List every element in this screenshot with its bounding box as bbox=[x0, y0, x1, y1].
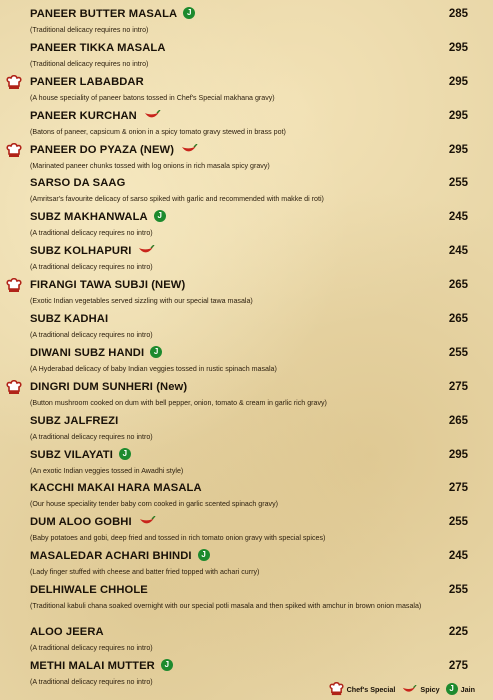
item-description: (A traditional delicacy requires no intro) bbox=[30, 644, 153, 653]
chef-hat-icon bbox=[6, 380, 22, 395]
chili-icon bbox=[138, 516, 156, 526]
item-name: SUBZ MAKHANWALA bbox=[30, 211, 148, 224]
menu-item bbox=[0, 449, 493, 483]
item-name: ALOO JEERA bbox=[30, 626, 104, 639]
item-price: 245 bbox=[448, 211, 468, 224]
jain-icon: J bbox=[154, 210, 166, 222]
menu-item bbox=[0, 381, 493, 415]
chili-icon bbox=[137, 245, 155, 255]
item-name: FIRANGI TAWA SUBJI (NEW) bbox=[30, 279, 186, 292]
jain-icon: J bbox=[161, 659, 173, 671]
item-price: 245 bbox=[448, 550, 468, 563]
item-description: (Button mushroom cooked on dum with bell pepper, onion, tomato & cream in garlic rich gravy) bbox=[30, 398, 327, 407]
menu-item bbox=[0, 550, 493, 584]
menu-item bbox=[0, 8, 493, 42]
chili-icon bbox=[401, 685, 417, 694]
chili-icon bbox=[180, 144, 198, 154]
chef-hat-icon bbox=[329, 682, 344, 696]
menu-item bbox=[0, 516, 493, 550]
menu-item bbox=[0, 110, 493, 144]
chili-icon bbox=[143, 110, 161, 120]
item-price: 225 bbox=[448, 626, 468, 639]
item-description: (Our house speciality tender baby corn cooked in garlic scented spinach gravy) bbox=[30, 500, 279, 509]
legend-chef-label: Chef's Special bbox=[346, 684, 396, 694]
item-price: 295 bbox=[448, 448, 468, 461]
item-price: 255 bbox=[448, 584, 468, 597]
item-description: (A traditional delicacy requires no intro) bbox=[30, 432, 153, 441]
item-name: SUBZ KADHAI bbox=[30, 313, 109, 326]
item-description: (Baby potatoes and gobi, deep fried and tossed in rich tomato onion gravy with special spices) bbox=[30, 534, 326, 543]
item-name: SUBZ VILAYATI bbox=[30, 448, 113, 461]
item-description: (A traditional delicacy requires no intro) bbox=[30, 678, 153, 687]
item-name: DELHIWALE CHHOLE bbox=[30, 584, 148, 597]
legend bbox=[329, 682, 481, 696]
item-description: (A house speciality of paneer batons tossed in Chef's Special makhana gravy) bbox=[30, 93, 275, 102]
menu-item bbox=[0, 313, 493, 347]
item-name: PANEER BUTTER MASALA bbox=[30, 8, 178, 20]
menu-item bbox=[0, 415, 493, 449]
item-price: 255 bbox=[448, 177, 468, 190]
item-price: 265 bbox=[448, 313, 468, 326]
item-description: (Lady finger stuffed with cheese and batter fried topped with achari curry) bbox=[30, 568, 260, 577]
item-name: DIWANI SUBZ HANDI bbox=[30, 346, 145, 359]
item-description: (An exotic Indian veggies tossed in Awadhi style) bbox=[30, 466, 184, 475]
item-name: SUBZ KOLHAPURI bbox=[30, 245, 132, 258]
item-price: 275 bbox=[448, 482, 468, 495]
item-description: (A traditional delicacy requires no intro) bbox=[30, 229, 153, 238]
item-price: 265 bbox=[448, 414, 468, 427]
legend-spicy-label: Spicy bbox=[420, 684, 440, 694]
chef-hat-icon bbox=[6, 278, 22, 293]
item-description: (Traditional delicacy requires no intro) bbox=[30, 26, 149, 34]
jain-icon: J bbox=[446, 683, 458, 695]
item-price: 255 bbox=[448, 346, 468, 359]
item-description: (Batons of paneer, capsicum & onion in a spicy tomato gravy stewed in brass pot) bbox=[30, 127, 286, 136]
item-description: (Amritsar's favourite delicacy of sarso spiked with garlic and recommended with makke di roti) bbox=[30, 195, 324, 204]
item-description: (Traditional delicacy requires no intro) bbox=[30, 59, 149, 68]
item-price: 285 bbox=[448, 8, 468, 20]
menu-item bbox=[0, 279, 493, 313]
item-description: (A traditional delicacy requires no intro) bbox=[30, 263, 153, 272]
item-price: 295 bbox=[448, 109, 468, 122]
item-price: 295 bbox=[448, 143, 468, 156]
item-price: 265 bbox=[448, 279, 468, 292]
menu-item bbox=[0, 144, 493, 178]
item-name: METHI MALAI MUTTER bbox=[30, 660, 155, 673]
item-name: PANEER KURCHAN bbox=[30, 109, 137, 122]
item-price: 295 bbox=[448, 41, 468, 54]
legend-jain-label: Jain bbox=[460, 684, 475, 694]
item-name: SARSO DA SAAG bbox=[30, 177, 126, 190]
menu-item bbox=[0, 482, 493, 516]
menu-item bbox=[0, 42, 493, 76]
jain-icon: J bbox=[150, 346, 162, 358]
item-price: 275 bbox=[448, 660, 468, 673]
menu-list bbox=[0, 8, 493, 694]
item-name: MASALEDAR ACHARI BHINDI bbox=[30, 550, 192, 563]
item-name: DUM ALOO GOBHI bbox=[30, 516, 132, 529]
item-description: (A Hyderabad delicacy of baby Indian veggies tossed in rustic spinach masala) bbox=[30, 364, 277, 373]
item-price: 295 bbox=[448, 75, 468, 88]
jain-icon: J bbox=[183, 7, 195, 19]
item-description: (Traditional kabuli chana soaked overnight with our special potli masala and then spiked with amchur in brown onion masala) bbox=[30, 602, 422, 611]
menu-item bbox=[0, 76, 493, 110]
menu-item bbox=[0, 245, 493, 279]
item-name: SUBZ JALFREZI bbox=[30, 414, 119, 427]
menu-item bbox=[0, 177, 493, 211]
item-description: (A traditional delicacy requires no intro) bbox=[30, 331, 153, 340]
menu-item bbox=[0, 626, 493, 660]
chef-hat-icon bbox=[6, 143, 22, 158]
item-price: 255 bbox=[448, 516, 468, 529]
item-name: PANEER TIKKA MASALA bbox=[30, 41, 166, 54]
jain-icon: J bbox=[198, 549, 210, 561]
item-name: KACCHI MAKAI HARA MASALA bbox=[30, 482, 202, 495]
jain-icon: J bbox=[119, 448, 131, 460]
item-name: DINGRI DUM SUNHERI (New) bbox=[30, 380, 188, 393]
item-price: 245 bbox=[448, 245, 468, 258]
menu-item bbox=[0, 584, 493, 626]
item-price: 275 bbox=[448, 380, 468, 393]
item-description: (Marinated paneer chunks tossed with log onions in rich masala spicy gravy) bbox=[30, 161, 270, 170]
chef-hat-icon bbox=[6, 75, 22, 90]
item-name: PANEER DO PYAZA (NEW) bbox=[30, 143, 175, 156]
item-description: (Exotic Indian vegetables served sizzling with our special tawa masala) bbox=[30, 297, 253, 306]
menu-item bbox=[0, 347, 493, 381]
menu-item bbox=[0, 211, 493, 245]
item-name: PANEER LABABDAR bbox=[30, 75, 144, 88]
